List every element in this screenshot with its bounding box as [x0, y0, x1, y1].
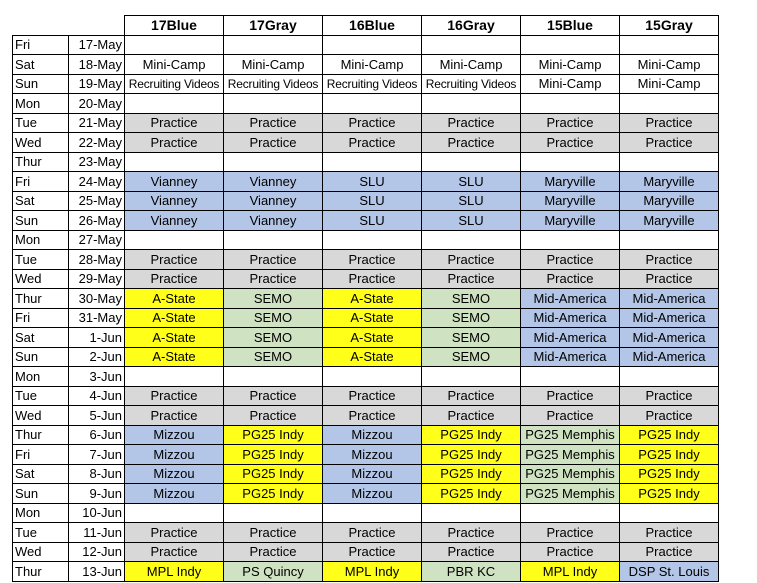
day-cell: Sat [13, 328, 69, 348]
schedule-cell [125, 367, 224, 387]
table-row [13, 172, 719, 192]
date-cell: 19-May [69, 74, 125, 94]
header-team-15blue: 15Blue [521, 16, 620, 36]
schedule-cell: A-State [125, 328, 224, 348]
schedule-cell: A-State [323, 347, 422, 367]
day-cell: Sun [13, 74, 69, 94]
table-row [13, 55, 719, 75]
schedule-cell: PG25 Indy [224, 425, 323, 445]
schedule-cell: A-State [323, 289, 422, 309]
schedule-cell [323, 152, 422, 172]
schedule-cell [422, 35, 521, 55]
schedule-cell: SLU [323, 191, 422, 211]
day-cell: Mon [13, 367, 69, 387]
table-row [13, 94, 719, 114]
schedule-cell: Mid-America [620, 289, 719, 309]
schedule-body [13, 35, 719, 581]
schedule-cell: Practice [125, 523, 224, 543]
schedule-cell [323, 230, 422, 250]
date-cell: 1-Jun [69, 328, 125, 348]
schedule-cell: Mini-Camp [422, 55, 521, 75]
schedule-cell: SEMO [224, 328, 323, 348]
schedule-cell: A-State [125, 308, 224, 328]
schedule-cell [620, 503, 719, 523]
schedule-cell: Practice [125, 250, 224, 270]
day-cell: Sun [13, 211, 69, 231]
table-row [13, 133, 719, 153]
schedule-cell: Practice [125, 133, 224, 153]
schedule-cell: Mizzou [323, 484, 422, 504]
schedule-cell: Practice [224, 250, 323, 270]
date-cell: 21-May [69, 113, 125, 133]
day-cell: Wed [13, 133, 69, 153]
schedule-cell: Mizzou [125, 484, 224, 504]
date-cell: 2-Jun [69, 347, 125, 367]
schedule-header [13, 16, 719, 36]
schedule-cell: Mini-Camp [125, 55, 224, 75]
table-row [13, 152, 719, 172]
day-cell: Fri [13, 308, 69, 328]
schedule-cell: PG25 Memphis [521, 445, 620, 465]
schedule-cell: Mini-Camp [521, 55, 620, 75]
date-cell: 5-Jun [69, 406, 125, 426]
day-cell: Thur [13, 289, 69, 309]
table-row [13, 211, 719, 231]
schedule-cell: Practice [620, 523, 719, 543]
schedule-cell: Vianney [125, 191, 224, 211]
schedule-cell: Maryville [620, 211, 719, 231]
schedule-cell: PG25 Memphis [521, 464, 620, 484]
schedule-cell [125, 230, 224, 250]
table-row [13, 367, 719, 387]
schedule-cell [224, 152, 323, 172]
date-cell: 12-Jun [69, 542, 125, 562]
schedule-cell: Practice [323, 523, 422, 543]
schedule-cell: Practice [422, 523, 521, 543]
schedule-cell: Practice [224, 406, 323, 426]
schedule-cell: Practice [422, 269, 521, 289]
day-cell: Sun [13, 347, 69, 367]
schedule-cell: PG25 Indy [422, 484, 521, 504]
header-team-17gray: 17Gray [224, 16, 323, 36]
schedule-cell [620, 35, 719, 55]
schedule-cell [521, 367, 620, 387]
date-cell: 31-May [69, 308, 125, 328]
schedule-cell: Practice [422, 113, 521, 133]
table-row [13, 328, 719, 348]
schedule-cell [125, 503, 224, 523]
schedule-cell: Practice [620, 542, 719, 562]
day-cell: Sat [13, 464, 69, 484]
schedule-cell: Mizzou [323, 464, 422, 484]
schedule-cell: Practice [620, 386, 719, 406]
table-row [13, 542, 719, 562]
schedule-cell: Practice [620, 250, 719, 270]
date-cell: 29-May [69, 269, 125, 289]
day-cell: Sat [13, 55, 69, 75]
schedule-cell: Mid-America [521, 347, 620, 367]
schedule-cell: A-State [125, 347, 224, 367]
day-cell: Tue [13, 113, 69, 133]
date-cell: 10-Jun [69, 503, 125, 523]
schedule-cell: Maryville [521, 172, 620, 192]
schedule-cell: PG25 Indy [620, 445, 719, 465]
table-row [13, 230, 719, 250]
schedule-cell: A-State [323, 308, 422, 328]
schedule-cell: MPL Indy [125, 562, 224, 582]
schedule-table [12, 15, 719, 582]
date-cell: 11-Jun [69, 523, 125, 543]
schedule-cell: MPL Indy [323, 562, 422, 582]
schedule-cell: SLU [422, 211, 521, 231]
schedule-cell [620, 94, 719, 114]
schedule-cell [323, 94, 422, 114]
schedule-cell: Practice [323, 250, 422, 270]
schedule-cell: Practice [521, 386, 620, 406]
day-cell: Thur [13, 425, 69, 445]
schedule-cell: SEMO [422, 347, 521, 367]
schedule-cell: Mini-Camp [323, 55, 422, 75]
date-cell: 3-Jun [69, 367, 125, 387]
date-cell: 8-Jun [69, 464, 125, 484]
schedule-cell: SEMO [224, 347, 323, 367]
schedule-cell: Practice [422, 133, 521, 153]
table-row [13, 523, 719, 543]
schedule-cell: Recruiting Videos [422, 74, 521, 94]
schedule-cell [224, 503, 323, 523]
schedule-cell [323, 35, 422, 55]
table-row [13, 464, 719, 484]
schedule-cell: Practice [125, 113, 224, 133]
schedule-cell: Practice [521, 406, 620, 426]
day-cell: Wed [13, 269, 69, 289]
schedule-cell: Practice [521, 542, 620, 562]
schedule-cell: Mid-America [620, 328, 719, 348]
header-blank-date [69, 16, 125, 36]
table-row [13, 562, 719, 582]
day-cell: Thur [13, 562, 69, 582]
schedule-cell: A-State [323, 328, 422, 348]
schedule-cell: SLU [323, 211, 422, 231]
schedule-cell: A-State [125, 289, 224, 309]
schedule-cell: Mid-America [620, 347, 719, 367]
schedule-cell [620, 367, 719, 387]
schedule-cell: Vianney [125, 172, 224, 192]
schedule-cell [125, 94, 224, 114]
schedule-cell: DSP St. Louis [620, 562, 719, 582]
day-cell: Mon [13, 503, 69, 523]
day-cell: Mon [13, 230, 69, 250]
schedule-cell: Practice [422, 406, 521, 426]
date-cell: 17-May [69, 35, 125, 55]
schedule-cell: SLU [323, 172, 422, 192]
schedule-cell: Practice [521, 250, 620, 270]
schedule-cell: Practice [620, 113, 719, 133]
schedule-cell: Practice [224, 386, 323, 406]
schedule-cell: Practice [620, 269, 719, 289]
schedule-cell: Recruiting Videos [224, 74, 323, 94]
day-cell: Mon [13, 94, 69, 114]
schedule-cell: Vianney [125, 211, 224, 231]
schedule-cell: PG25 Indy [224, 445, 323, 465]
schedule-cell [224, 230, 323, 250]
schedule-cell: Practice [224, 269, 323, 289]
schedule-cell: PG25 Indy [620, 425, 719, 445]
schedule-cell: Practice [125, 386, 224, 406]
table-row [13, 191, 719, 211]
schedule-cell: Mini-Camp [620, 55, 719, 75]
schedule-cell [224, 94, 323, 114]
day-cell: Fri [13, 172, 69, 192]
day-cell: Fri [13, 445, 69, 465]
schedule-cell: Practice [323, 542, 422, 562]
day-cell: Wed [13, 406, 69, 426]
date-cell: 7-Jun [69, 445, 125, 465]
schedule-cell: Practice [125, 269, 224, 289]
schedule-cell [422, 94, 521, 114]
schedule-cell: SEMO [422, 289, 521, 309]
table-row [13, 347, 719, 367]
schedule-cell: Mid-America [521, 308, 620, 328]
date-cell: 13-Jun [69, 562, 125, 582]
date-cell: 6-Jun [69, 425, 125, 445]
schedule-cell: Maryville [620, 191, 719, 211]
table-row [13, 308, 719, 328]
schedule-cell: MPL Indy [521, 562, 620, 582]
date-cell: 22-May [69, 133, 125, 153]
schedule-cell: PS Quincy [224, 562, 323, 582]
schedule-cell: SLU [422, 172, 521, 192]
schedule-cell [521, 503, 620, 523]
date-cell: 20-May [69, 94, 125, 114]
header-team-15gray: 15Gray [620, 16, 719, 36]
table-row [13, 425, 719, 445]
schedule-cell [422, 503, 521, 523]
schedule-cell: Vianney [224, 191, 323, 211]
schedule-cell: Mizzou [125, 464, 224, 484]
table-row [13, 269, 719, 289]
schedule-cell: Vianney [224, 172, 323, 192]
schedule-cell: PG25 Indy [224, 484, 323, 504]
header-team-17blue: 17Blue [125, 16, 224, 36]
date-cell: 26-May [69, 211, 125, 231]
day-cell: Wed [13, 542, 69, 562]
schedule-cell: Mizzou [125, 445, 224, 465]
schedule-cell: Practice [422, 386, 521, 406]
schedule-cell: Practice [323, 386, 422, 406]
schedule-cell: Practice [224, 542, 323, 562]
schedule-cell: Practice [620, 133, 719, 153]
schedule-cell: Mizzou [323, 425, 422, 445]
schedule-cell: PG25 Indy [620, 464, 719, 484]
schedule-cell: Practice [521, 113, 620, 133]
schedule-cell: PG25 Indy [620, 484, 719, 504]
schedule-cell [323, 503, 422, 523]
schedule-cell [422, 230, 521, 250]
schedule-cell [521, 94, 620, 114]
schedule-cell [521, 230, 620, 250]
day-cell: Sat [13, 191, 69, 211]
schedule-cell: Mini-Camp [224, 55, 323, 75]
schedule-cell [125, 152, 224, 172]
table-row [13, 74, 719, 94]
day-cell: Sun [13, 484, 69, 504]
schedule-cell: Mid-America [620, 308, 719, 328]
table-row [13, 386, 719, 406]
schedule-cell: PG25 Indy [224, 464, 323, 484]
schedule-cell: Mid-America [521, 328, 620, 348]
date-cell: 27-May [69, 230, 125, 250]
schedule-cell: PG25 Indy [422, 445, 521, 465]
schedule-cell: SEMO [224, 308, 323, 328]
schedule-cell [620, 230, 719, 250]
schedule-cell [323, 367, 422, 387]
schedule-cell: SEMO [422, 328, 521, 348]
schedule-cell: Practice [125, 542, 224, 562]
schedule-cell: SLU [422, 191, 521, 211]
schedule-cell: Recruiting Videos [125, 74, 224, 94]
table-row [13, 445, 719, 465]
table-row [13, 250, 719, 270]
header-team-16gray: 16Gray [422, 16, 521, 36]
date-cell: 18-May [69, 55, 125, 75]
schedule-cell [620, 152, 719, 172]
schedule-cell: Practice [224, 113, 323, 133]
day-cell: Tue [13, 386, 69, 406]
schedule-cell: Practice [521, 133, 620, 153]
schedule-cell: Practice [521, 269, 620, 289]
date-cell: 28-May [69, 250, 125, 270]
schedule-cell: Practice [323, 133, 422, 153]
schedule-cell: Maryville [620, 172, 719, 192]
schedule-cell: PG25 Indy [422, 425, 521, 445]
date-cell: 25-May [69, 191, 125, 211]
schedule-cell: Practice [620, 406, 719, 426]
header-row [13, 16, 719, 36]
schedule-cell [422, 152, 521, 172]
schedule-cell: Practice [224, 523, 323, 543]
schedule-cell [224, 367, 323, 387]
table-row [13, 484, 719, 504]
day-cell: Fri [13, 35, 69, 55]
schedule-cell: Maryville [521, 211, 620, 231]
schedule-cell: Recruiting Videos [323, 74, 422, 94]
schedule-cell: Mizzou [125, 425, 224, 445]
date-cell: 24-May [69, 172, 125, 192]
schedule-cell: Practice [422, 542, 521, 562]
schedule-cell: Practice [323, 113, 422, 133]
header-blank-day [13, 16, 69, 36]
day-cell: Thur [13, 152, 69, 172]
schedule-cell: PG25 Indy [422, 464, 521, 484]
table-row [13, 35, 719, 55]
schedule-cell: PG25 Memphis [521, 484, 620, 504]
schedule-cell: Practice [323, 406, 422, 426]
schedule-cell: Practice [323, 269, 422, 289]
day-cell: Tue [13, 523, 69, 543]
schedule-cell: Mid-America [521, 289, 620, 309]
date-cell: 23-May [69, 152, 125, 172]
schedule-cell [521, 35, 620, 55]
schedule-cell: Practice [521, 523, 620, 543]
schedule-cell: Vianney [224, 211, 323, 231]
header-team-16blue: 16Blue [323, 16, 422, 36]
schedule-cell: Maryville [521, 191, 620, 211]
date-cell: 30-May [69, 289, 125, 309]
day-cell: Tue [13, 250, 69, 270]
schedule-cell: Mini-Camp [620, 74, 719, 94]
schedule-cell: Practice [224, 133, 323, 153]
schedule-cell [125, 35, 224, 55]
schedule-cell: Mini-Camp [521, 74, 620, 94]
schedule-cell [521, 152, 620, 172]
date-cell: 4-Jun [69, 386, 125, 406]
schedule-cell: Practice [125, 406, 224, 426]
schedule-cell: SEMO [422, 308, 521, 328]
schedule-cell: Mizzou [323, 445, 422, 465]
table-row [13, 289, 719, 309]
schedule-cell: PBR KC [422, 562, 521, 582]
schedule-cell: SEMO [224, 289, 323, 309]
date-cell: 9-Jun [69, 484, 125, 504]
table-row [13, 406, 719, 426]
table-row [13, 503, 719, 523]
schedule-cell [224, 35, 323, 55]
schedule-cell: Practice [422, 250, 521, 270]
schedule-cell: PG25 Memphis [521, 425, 620, 445]
schedule-cell [422, 367, 521, 387]
table-row [13, 113, 719, 133]
